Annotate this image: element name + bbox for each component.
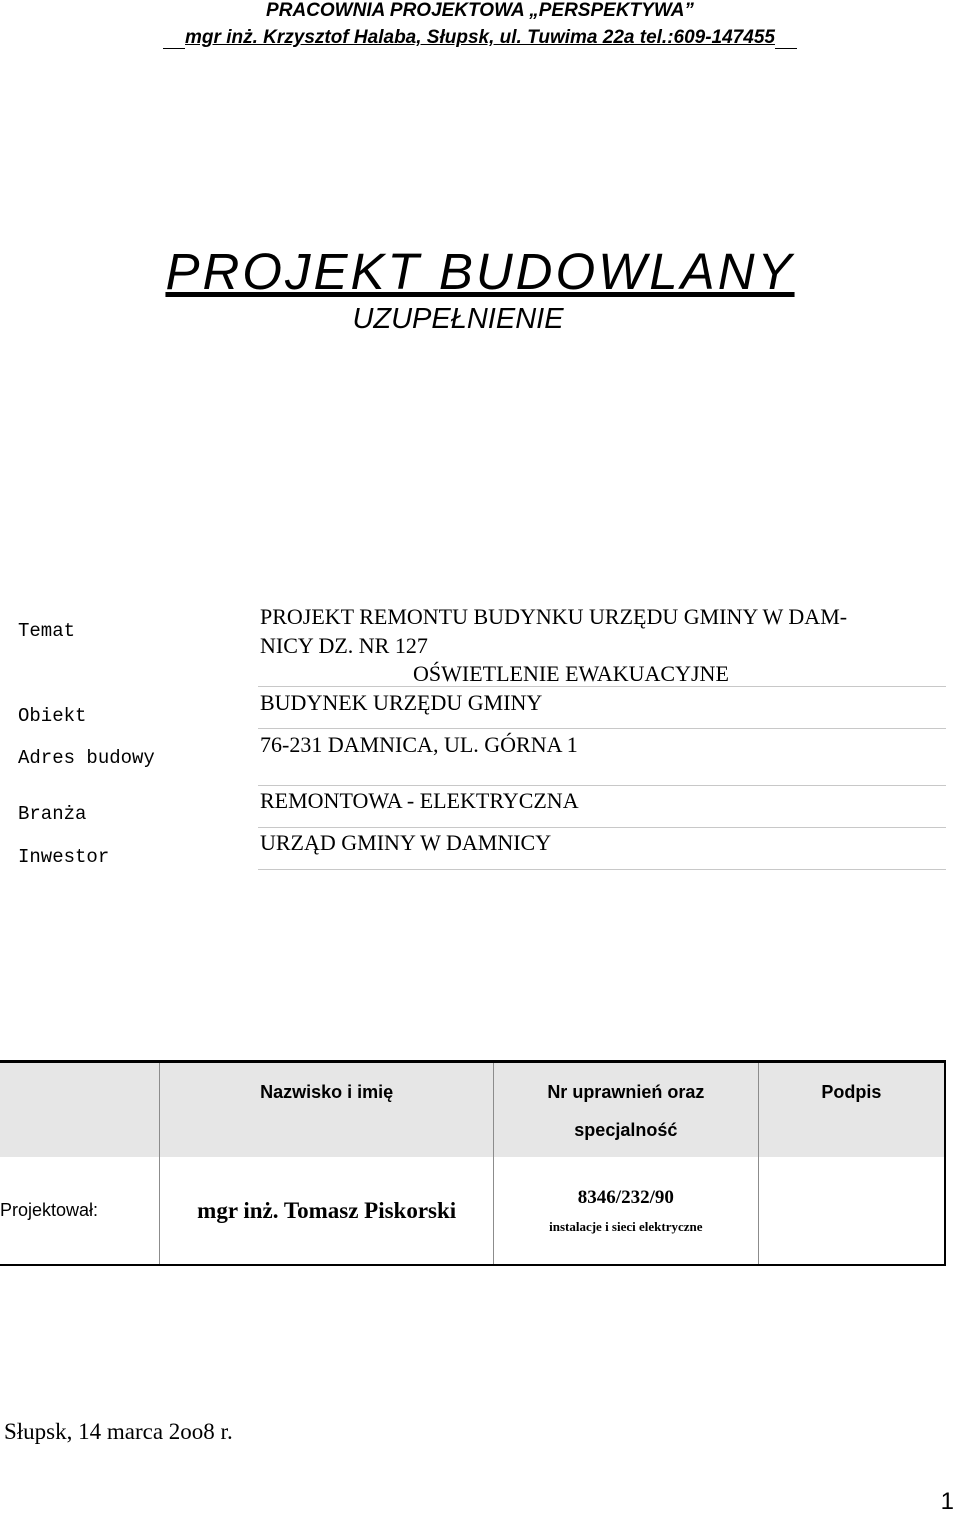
header-address-text: mgr inż. Krzysztof Halaba, Słupsk, ul. Tuwima 22a tel.:609-147455 [185,27,775,48]
value-temat-line2: NICY DZ. NR 127 [260,633,428,658]
value-inwestor: URZĄD GMINY W DAMNICY [260,830,552,855]
row-specialty: instalacje i sieci elektryczne [549,1218,703,1234]
row-license-cell [493,1157,758,1265]
header-signature-label: Podpis [821,1082,882,1102]
designer-table [0,1060,946,1266]
table-header-row [0,1062,945,1158]
header-address-line [0,27,960,49]
label-temat: Temat [18,620,76,642]
page-number: 1 [940,1488,954,1515]
header-underline-pad [775,47,797,49]
document-title: PROJEKT BUDOWLANY [165,243,795,300]
table-row [0,1157,945,1265]
row-signature [758,1157,945,1265]
label-branza: Branża [18,803,87,825]
value-temat-line1: PROJEKT REMONTU BUDYNKU URZĘDU GMINY W DAM- [260,604,848,629]
label-adres: Adres budowy [18,747,155,769]
label-inwestor: Inwestor [18,846,110,868]
label-obiekt: Obiekt [18,705,87,727]
row-designer-name: mgr inż. Tomasz Piskorski [160,1157,494,1265]
rule-adres [258,785,946,786]
rule-branza [258,827,946,828]
row-license-number: 8346/232/90 [577,1186,674,1208]
header-license-line2: specjalność [574,1120,678,1140]
value-branza: REMONTOWA - ELEKTRYCZNA [260,788,579,813]
rule-obiekt [258,728,946,729]
value-obiekt: BUDYNEK URZĘDU GMINY [260,690,543,715]
value-adres: 76-231 DAMNICA, UL. GÓRNA 1 [260,732,578,757]
document-subtitle: UZUPEŁNIENIE [352,303,564,335]
place-and-date: Słupsk, 14 marca 2oo8 r. [4,1419,233,1444]
header-name-label: Nazwisko i imię [260,1082,394,1102]
row-role: Projektował: [0,1157,160,1265]
rule-inwestor [258,869,946,870]
header-studio-name: PRACOWNIA PROJEKTOWA „PERSPEKTYWA” [266,0,694,21]
header-license-line1: Nr uprawnień oraz [547,1082,705,1102]
header-cell-license [493,1062,758,1158]
value-temat-line3: OŚWIETLENIE EWAKUACYJNE [413,661,729,686]
header-underline-pad [163,47,185,49]
header-cell-signature [758,1062,945,1158]
rule-temat [258,686,946,687]
header-cell-role [0,1062,160,1158]
header-cell-name [160,1062,494,1158]
